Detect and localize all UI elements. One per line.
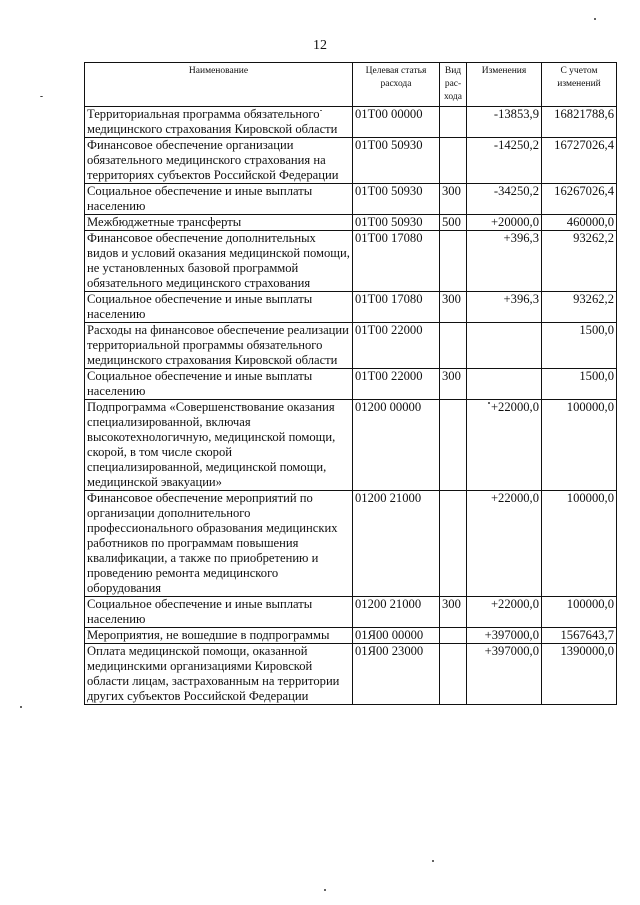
scan-speck bbox=[324, 889, 326, 891]
cell-change: +396,3 bbox=[467, 292, 542, 323]
cell-name: Финансовое обеспечение дополнительных видов и условий оказания медицинской помощи, не установленных базовой программой обязательного медицинского страхования bbox=[85, 231, 353, 292]
cell-name: Финансовое обеспечение организации обязательного медицинского страхования на территориях субъектов Российской Федерации bbox=[85, 138, 353, 184]
cell-total: 93262,2 bbox=[542, 231, 617, 292]
cell-expense-kind bbox=[440, 231, 467, 292]
cell-change bbox=[467, 323, 542, 369]
cell-change: +397000,0 bbox=[467, 644, 542, 705]
cell-total: 16267026,4 bbox=[542, 184, 617, 215]
table-row bbox=[85, 184, 617, 215]
cell-target-code: 01Т00 50930 bbox=[353, 215, 440, 231]
cell-target-code: 01200 21000 bbox=[353, 491, 440, 597]
cell-expense-kind: 300 bbox=[440, 184, 467, 215]
table-row bbox=[85, 369, 617, 400]
cell-target-code: 01Я00 23000 bbox=[353, 644, 440, 705]
cell-total: 100000,0 bbox=[542, 597, 617, 628]
column-header-change: Изменения bbox=[467, 63, 542, 107]
cell-name: Оплата медицинской помощи, оказанной медицинскими организациями Кировской области лицам, застрахованным на территории других субъектов Российской Федерации bbox=[85, 644, 353, 705]
cell-name: Территориальная программа обязательного медицинского страхования Кировской области bbox=[85, 107, 353, 138]
column-header-target: Целевая статья расхода bbox=[353, 63, 440, 107]
column-header-kind: Вид рас-хода bbox=[440, 63, 467, 107]
table-row bbox=[85, 323, 617, 369]
page-number: 12 bbox=[313, 38, 327, 53]
cell-expense-kind: 300 bbox=[440, 369, 467, 400]
cell-expense-kind bbox=[440, 400, 467, 491]
cell-change: -14250,2 bbox=[467, 138, 542, 184]
cell-total: 1390000,0 bbox=[542, 644, 617, 705]
scan-speck bbox=[320, 110, 322, 111]
cell-name: Подпрограмма «Совершенствование оказания специализированной, включая высокотехнологичную, медицинской помощи, скорой, в том числе скорой специализированной, медицинской помощи, медицинской эвакуации» bbox=[85, 400, 353, 491]
scan-speck bbox=[594, 18, 596, 20]
cell-expense-kind bbox=[440, 107, 467, 138]
cell-target-code: 01Т00 50930 bbox=[353, 184, 440, 215]
table-row bbox=[85, 644, 617, 705]
cell-target-code: 01200 21000 bbox=[353, 597, 440, 628]
cell-target-code: 01200 00000 bbox=[353, 400, 440, 491]
table-row bbox=[85, 215, 617, 231]
cell-total: 93262,2 bbox=[542, 292, 617, 323]
budget-table bbox=[84, 62, 617, 705]
cell-change: +22000,0 bbox=[467, 491, 542, 597]
cell-total: 100000,0 bbox=[542, 491, 617, 597]
cell-expense-kind bbox=[440, 323, 467, 369]
cell-total: 16821788,6 bbox=[542, 107, 617, 138]
cell-name: Социальное обеспечение и иные выплаты населению bbox=[85, 369, 353, 400]
cell-expense-kind bbox=[440, 628, 467, 644]
cell-change: -34250,2 bbox=[467, 184, 542, 215]
cell-name: Социальное обеспечение и иные выплаты населению bbox=[85, 597, 353, 628]
table-row bbox=[85, 491, 617, 597]
table-header-row bbox=[85, 63, 617, 107]
cell-total: 460000,0 bbox=[542, 215, 617, 231]
cell-total: 1500,0 bbox=[542, 323, 617, 369]
cell-target-code: 01Я00 00000 bbox=[353, 628, 440, 644]
cell-change: -13853,9 bbox=[467, 107, 542, 138]
cell-expense-kind bbox=[440, 644, 467, 705]
table-row bbox=[85, 107, 617, 138]
cell-change: +22000,0 bbox=[467, 597, 542, 628]
cell-total: 16727026,4 bbox=[542, 138, 617, 184]
table-row bbox=[85, 292, 617, 323]
scan-speck bbox=[20, 706, 22, 708]
cell-change: +20000,0 bbox=[467, 215, 542, 231]
column-header-total: С учетом изменений bbox=[542, 63, 617, 107]
cell-target-code: 01Т00 17080 bbox=[353, 231, 440, 292]
table-row bbox=[85, 138, 617, 184]
cell-change: +22000,0 bbox=[467, 400, 542, 491]
cell-change bbox=[467, 369, 542, 400]
table-body bbox=[85, 107, 617, 705]
cell-target-code: 01Т00 50930 bbox=[353, 138, 440, 184]
cell-name: Финансовое обеспечение мероприятий по организации дополнительного профессионального образования медицинских работников по программам повышения квалификации, а также по приобретению и проведению ремонта медицинского оборудования bbox=[85, 491, 353, 597]
cell-target-code: 01Т00 22000 bbox=[353, 323, 440, 369]
column-header-name: Наименование bbox=[85, 63, 353, 107]
cell-expense-kind: 300 bbox=[440, 292, 467, 323]
cell-total: 1500,0 bbox=[542, 369, 617, 400]
cell-change: +397000,0 bbox=[467, 628, 542, 644]
cell-name: Мероприятия, не вошедшие в подпрограммы bbox=[85, 628, 353, 644]
table-row bbox=[85, 231, 617, 292]
cell-expense-kind: 500 bbox=[440, 215, 467, 231]
cell-expense-kind bbox=[440, 491, 467, 597]
cell-expense-kind: 300 bbox=[440, 597, 467, 628]
cell-total: 100000,0 bbox=[542, 400, 617, 491]
cell-name: Социальное обеспечение и иные выплаты населению bbox=[85, 292, 353, 323]
table-row bbox=[85, 597, 617, 628]
cell-name: Расходы на финансовое обеспечение реализации территориальной программы обязательного медицинского страхования Кировской области bbox=[85, 323, 353, 369]
cell-name: Межбюджетные трансферты bbox=[85, 215, 353, 231]
table-row bbox=[85, 628, 617, 644]
cell-total: 1567643,7 bbox=[542, 628, 617, 644]
scan-speck bbox=[488, 402, 490, 404]
cell-change: +396,3 bbox=[467, 231, 542, 292]
scan-speck bbox=[40, 96, 43, 97]
cell-expense-kind bbox=[440, 138, 467, 184]
cell-target-code: 01Т00 00000 bbox=[353, 107, 440, 138]
table-row bbox=[85, 400, 617, 491]
cell-name: Социальное обеспечение и иные выплаты населению bbox=[85, 184, 353, 215]
cell-target-code: 01Т00 17080 bbox=[353, 292, 440, 323]
cell-target-code: 01Т00 22000 bbox=[353, 369, 440, 400]
scan-speck bbox=[432, 860, 434, 862]
